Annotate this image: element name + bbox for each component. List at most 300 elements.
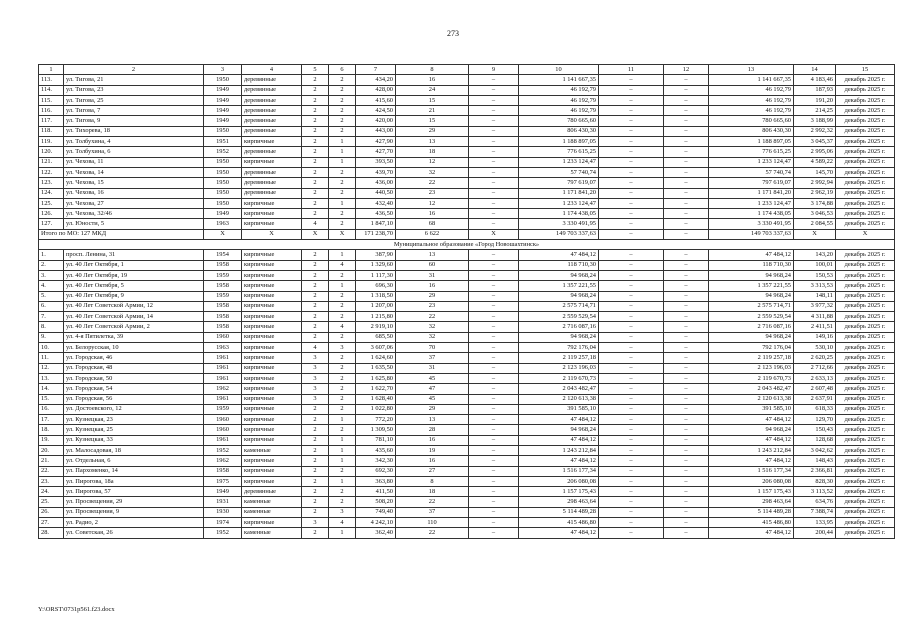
table-cell: 47 484,12 [519, 435, 599, 445]
table-cell: – [469, 116, 519, 126]
table-cell: – [599, 188, 664, 198]
table-cell: – [599, 384, 664, 394]
table-cell: 45 [396, 394, 469, 404]
table-cell: 2 [329, 384, 356, 394]
table-cell: 1 171 841,20 [519, 188, 599, 198]
table-cell: декабрь 2025 г. [836, 126, 895, 136]
table-cell: 2 995,06 [794, 147, 836, 157]
table-cell: 1950 [204, 198, 242, 208]
table-cell: ул. Тигова, 23 [64, 85, 204, 95]
table-cell: 94 968,24 [519, 425, 599, 435]
table-cell: – [469, 466, 519, 476]
table-cell: – [599, 75, 664, 85]
table-cell: 1931 [204, 497, 242, 507]
table-cell: – [599, 394, 664, 404]
table-cell: 1949 [204, 116, 242, 126]
table-cell: декабрь 2025 г. [836, 301, 895, 311]
table-cell: 1 174 438,05 [709, 209, 794, 219]
table-row [39, 415, 895, 425]
table-cell: 148,11 [794, 291, 836, 301]
table-cell: 1 357 221,55 [519, 281, 599, 291]
table-cell: декабрь 2025 г. [836, 167, 895, 177]
table-cell: – [469, 373, 519, 383]
table-cell: 47 484,12 [709, 250, 794, 260]
table-cell: – [469, 219, 519, 229]
table-cell: – [469, 137, 519, 147]
table-row [39, 137, 895, 147]
table-cell: ул. 4-я Пятилетка, 39 [64, 332, 204, 342]
table-cell: – [599, 404, 664, 414]
total-cell: X [242, 229, 302, 239]
table-cell: каменные [242, 528, 302, 538]
table-cell: 1 243 212,84 [709, 445, 794, 455]
table-cell: 1 625,80 [356, 373, 396, 383]
table-cell: 1949 [204, 85, 242, 95]
table-cell: 1 022,80 [356, 404, 396, 414]
table-cell: деревянные [242, 116, 302, 126]
table-cell: – [599, 528, 664, 538]
table-cell: 21 [396, 106, 469, 116]
table-cell: – [664, 95, 709, 105]
table-cell: – [599, 250, 664, 260]
table-cell: ул. 40 Лет Октября, 5 [64, 281, 204, 291]
table-row [39, 219, 895, 229]
total-row [39, 229, 895, 239]
table-cell: 2 620,25 [794, 353, 836, 363]
table-cell: 2 [302, 476, 329, 486]
table-cell: ул. 40 Лет Советской Армии, 2 [64, 322, 204, 332]
table-cell: декабрь 2025 г. [836, 343, 895, 353]
table-cell: – [599, 137, 664, 147]
table-cell: деревянные [242, 126, 302, 136]
table-cell: 18. [39, 425, 64, 435]
table-cell: 1958 [204, 301, 242, 311]
table-cell: – [664, 219, 709, 229]
table-cell: 3 174,88 [794, 198, 836, 208]
table-cell: ул. Советская, 26 [64, 528, 204, 538]
table-cell: 435,60 [356, 445, 396, 455]
column-header: 14 [794, 65, 836, 75]
table-row [39, 476, 895, 486]
table-cell: 150,43 [794, 425, 836, 435]
table-cell: – [599, 507, 664, 517]
table-cell: 1 171 841,20 [709, 188, 794, 198]
table-cell: 47 484,12 [709, 435, 794, 445]
table-cell: 16 [396, 456, 469, 466]
table-cell: 2 119 670,73 [709, 373, 794, 383]
table-cell: – [469, 281, 519, 291]
table-cell: декабрь 2025 г. [836, 353, 895, 363]
table-cell: декабрь 2025 г. [836, 198, 895, 208]
table-cell: просп. Ленина, 31 [64, 250, 204, 260]
table-cell: 2 [302, 116, 329, 126]
total-cell: 149 703 337,63 [519, 229, 599, 239]
table-cell: каменные [242, 497, 302, 507]
table-cell: 780 665,60 [519, 116, 599, 126]
table-cell: 118. [39, 126, 64, 136]
table-cell: деревянные [242, 178, 302, 188]
table-cell: 123. [39, 178, 64, 188]
table-cell: ул. 40 Лет Октября, 9 [64, 291, 204, 301]
table-cell: 1952 [204, 528, 242, 538]
table-cell: 94 968,24 [709, 291, 794, 301]
table-cell: 1949 [204, 487, 242, 497]
table-cell: 94 968,24 [709, 332, 794, 342]
table-cell: кирпичные [242, 415, 302, 425]
table-cell: 145,70 [794, 167, 836, 177]
table-cell: 23 [396, 188, 469, 198]
table-cell: 4 589,22 [794, 157, 836, 167]
table-cell: – [469, 250, 519, 260]
table-cell: 94 968,24 [709, 270, 794, 280]
table-cell: декабрь 2025 г. [836, 312, 895, 322]
total-cell: 149 703 337,63 [709, 229, 794, 239]
table-cell: 2 992,32 [794, 126, 836, 136]
table-cell: 20. [39, 445, 64, 455]
table-row [39, 291, 895, 301]
table-cell: 2 [302, 198, 329, 208]
table-cell: ул. Чехова, 11 [64, 157, 204, 167]
table-cell: 46 192,79 [709, 85, 794, 95]
table-cell: 117. [39, 116, 64, 126]
table-cell: 1 141 667,35 [709, 75, 794, 85]
table-cell: 2 366,81 [794, 466, 836, 476]
table-cell: ул. Городская, 48 [64, 363, 204, 373]
table-cell: 2 [302, 106, 329, 116]
table-cell: 1952 [204, 445, 242, 455]
table-cell: ул. 40 Лет Октября, 1 [64, 260, 204, 270]
table-cell: деревянные [242, 487, 302, 497]
table-cell: 2 [329, 404, 356, 414]
table-cell: деревянные [242, 188, 302, 198]
table-row [39, 116, 895, 126]
table-cell: – [469, 209, 519, 219]
table-cell: 434,20 [356, 75, 396, 85]
table-cell: 2 633,13 [794, 373, 836, 383]
table-cell: – [469, 167, 519, 177]
table-cell: 427,70 [356, 147, 396, 157]
total-cell: – [664, 229, 709, 239]
table-cell: ул. Городская, 46 [64, 353, 204, 363]
total-cell: X [204, 229, 242, 239]
table-cell: 46 192,79 [709, 106, 794, 116]
table-cell: – [664, 85, 709, 95]
table-cell: 1951 [204, 137, 242, 147]
table-cell: 1 628,40 [356, 394, 396, 404]
table-cell: декабрь 2025 г. [836, 116, 895, 126]
table-cell: – [664, 116, 709, 126]
table-cell: декабрь 2025 г. [836, 425, 895, 435]
table-cell: – [469, 353, 519, 363]
table-cell: кирпичные [242, 394, 302, 404]
table-cell: декабрь 2025 г. [836, 373, 895, 383]
table-cell: 1 309,50 [356, 425, 396, 435]
table-cell: 150,53 [794, 270, 836, 280]
table-row [39, 270, 895, 280]
table-cell: – [599, 291, 664, 301]
table-cell: декабрь 2025 г. [836, 147, 895, 157]
table-cell: 1958 [204, 312, 242, 322]
table-cell: 3 188,99 [794, 116, 836, 126]
file-path: Y:\ORST\0731p561.f23.docx [38, 606, 115, 613]
table-cell: – [599, 219, 664, 229]
table-cell: 47 484,12 [709, 456, 794, 466]
table-cell: декабрь 2025 г. [836, 106, 895, 116]
table-cell: ул. Тигова, 7 [64, 106, 204, 116]
table-cell: декабрь 2025 г. [836, 219, 895, 229]
table-cell: 200,44 [794, 528, 836, 538]
table-cell: 60 [396, 260, 469, 270]
column-header: 12 [664, 65, 709, 75]
table-cell: 57 740,74 [709, 167, 794, 177]
table-cell: кирпичные [242, 322, 302, 332]
table-cell: 2 [302, 147, 329, 157]
table-cell: 114. [39, 85, 64, 95]
table-cell: 13. [39, 373, 64, 383]
table-cell: 3 [302, 384, 329, 394]
table-cell: 29 [396, 291, 469, 301]
table-cell: 1958 [204, 466, 242, 476]
table-cell: 22. [39, 466, 64, 476]
table-cell: – [664, 384, 709, 394]
page-number: 273 [447, 29, 459, 38]
table-cell: 415,60 [356, 95, 396, 105]
table-cell: кирпичные [242, 250, 302, 260]
table-row [39, 126, 895, 136]
table-cell: кирпичные [242, 353, 302, 363]
table-cell: 298 463,64 [519, 497, 599, 507]
table-cell: – [599, 425, 664, 435]
table-cell: – [469, 95, 519, 105]
table-cell: 1961 [204, 373, 242, 383]
table-cell: 415 486,80 [519, 518, 599, 528]
table-cell: 110 [396, 518, 469, 528]
table-cell: 1950 [204, 178, 242, 188]
table-cell: 57 740,74 [519, 167, 599, 177]
table-cell: 391 585,10 [709, 404, 794, 414]
table-cell: 115. [39, 95, 64, 105]
table-cell: – [469, 518, 519, 528]
table-cell: 2 [329, 167, 356, 177]
table-cell: 206 080,08 [519, 476, 599, 486]
table-cell: 9. [39, 332, 64, 342]
table-cell: 1960 [204, 332, 242, 342]
table-cell: 792 176,04 [519, 343, 599, 353]
table-cell: 94 968,24 [519, 291, 599, 301]
table-row [39, 322, 895, 332]
table-cell: 206 080,08 [709, 476, 794, 486]
table-cell: – [599, 116, 664, 126]
table-cell: – [469, 75, 519, 85]
table-cell: 1 [329, 157, 356, 167]
table-cell: 2 [302, 137, 329, 147]
table-cell: 22 [396, 312, 469, 322]
table-cell: 530,10 [794, 343, 836, 353]
table-cell: 2 [329, 466, 356, 476]
table-row [39, 497, 895, 507]
table-cell: 2 [302, 281, 329, 291]
table-cell: 18 [396, 487, 469, 497]
table-cell: 776 615,25 [709, 147, 794, 157]
table-cell: 2 [302, 497, 329, 507]
table-cell: кирпичные [242, 291, 302, 301]
table-cell: 2 [302, 270, 329, 280]
table-cell: декабрь 2025 г. [836, 95, 895, 105]
table-cell: 4 [302, 343, 329, 353]
table-cell: 1 [329, 415, 356, 425]
table-cell: декабрь 2025 г. [836, 178, 895, 188]
table-cell: 2 119 257,18 [519, 353, 599, 363]
total-cell: – [599, 229, 664, 239]
table-cell: – [664, 291, 709, 301]
table-cell: – [664, 126, 709, 136]
table-cell: – [599, 353, 664, 363]
table-cell: – [469, 497, 519, 507]
table-cell: 2 716 087,16 [519, 322, 599, 332]
table-cell: 781,10 [356, 435, 396, 445]
table-cell: 2 [302, 507, 329, 517]
table-cell: 3 [329, 507, 356, 517]
table-row [39, 312, 895, 322]
table-cell: 792 176,04 [709, 343, 794, 353]
table-cell: 28 [396, 425, 469, 435]
table-cell: – [664, 425, 709, 435]
table-cell: 1 [329, 435, 356, 445]
table-cell: 3 042,62 [794, 445, 836, 455]
table-cell: – [469, 147, 519, 157]
table-cell: – [599, 435, 664, 445]
table-cell: деревянные [242, 95, 302, 105]
table-cell: 1 [329, 250, 356, 260]
table-cell: 436,00 [356, 178, 396, 188]
table-cell: 15 [396, 116, 469, 126]
table-row [39, 301, 895, 311]
table-cell: 17. [39, 415, 64, 425]
table-cell: 692,30 [356, 466, 396, 476]
table-cell: 4 [329, 518, 356, 528]
table-cell: – [664, 435, 709, 445]
table-cell: – [469, 198, 519, 208]
table-cell: – [469, 445, 519, 455]
table-cell: ул. Кузнецкая, 33 [64, 435, 204, 445]
table-cell: 3 045,37 [794, 137, 836, 147]
table-cell: 2 [329, 106, 356, 116]
table-cell: 2 [302, 425, 329, 435]
table-cell: – [599, 497, 664, 507]
table-cell: 2 [329, 188, 356, 198]
total-cell: X [836, 229, 895, 239]
table-cell: 1 624,60 [356, 353, 396, 363]
table-cell: 125. [39, 198, 64, 208]
table-cell: – [469, 291, 519, 301]
table-cell: 27 [396, 466, 469, 476]
table-cell: 2 [302, 332, 329, 342]
table-cell: каменные [242, 507, 302, 517]
table-cell: 2 123 196,03 [519, 363, 599, 373]
table-row [39, 528, 895, 538]
table-cell: декабрь 2025 г. [836, 394, 895, 404]
table-cell: декабрь 2025 г. [836, 497, 895, 507]
table-cell: 1961 [204, 435, 242, 445]
table-cell: 18 [396, 147, 469, 157]
table-cell: – [469, 260, 519, 270]
table-cell: 391 585,10 [519, 404, 599, 414]
table-cell: деревянные [242, 106, 302, 116]
table-cell: кирпичные [242, 425, 302, 435]
table-row [39, 198, 895, 208]
table-cell: 1950 [204, 126, 242, 136]
table-cell: 2 043 482,47 [519, 384, 599, 394]
table-cell: – [469, 394, 519, 404]
table-cell: 685,50 [356, 332, 396, 342]
table-cell: 2 [329, 363, 356, 373]
table-cell: ул. 40 Лет Советской Армии, 14 [64, 312, 204, 322]
table-cell: – [664, 497, 709, 507]
table-cell: декабрь 2025 г. [836, 404, 895, 414]
table-cell: 94 968,24 [519, 270, 599, 280]
table-cell: декабрь 2025 г. [836, 363, 895, 373]
table-cell: 2 [302, 85, 329, 95]
table-cell: кирпичные [242, 301, 302, 311]
table-cell: – [599, 178, 664, 188]
table-cell: – [469, 476, 519, 486]
table-cell: – [469, 332, 519, 342]
table-cell: деревянные [242, 147, 302, 157]
total-cell: X [302, 229, 329, 239]
table-cell: кирпичные [242, 332, 302, 342]
table-cell: кирпичные [242, 137, 302, 147]
table-row [39, 404, 895, 414]
table-cell: – [599, 415, 664, 425]
table-cell: кирпичные [242, 456, 302, 466]
table-cell: декабрь 2025 г. [836, 476, 895, 486]
table-cell: 1 141 667,35 [519, 75, 599, 85]
table-cell: 45 [396, 373, 469, 383]
table-row [39, 435, 895, 445]
table-cell: декабрь 2025 г. [836, 157, 895, 167]
table-cell: 1 233 124,47 [519, 198, 599, 208]
table-cell: 1959 [204, 270, 242, 280]
table-cell: 2 119 257,18 [709, 353, 794, 363]
table-row [39, 456, 895, 466]
table-cell: декабрь 2025 г. [836, 456, 895, 466]
table-row [39, 363, 895, 373]
column-header: 11 [599, 65, 664, 75]
table-row [39, 106, 895, 116]
table-cell: – [469, 425, 519, 435]
table-cell: кирпичные [242, 270, 302, 280]
table-cell: 2 712,66 [794, 363, 836, 373]
table-cell: 47 484,12 [519, 415, 599, 425]
table-cell: – [664, 322, 709, 332]
table-cell: 2 [329, 95, 356, 105]
table-cell: 2 575 714,71 [519, 301, 599, 311]
table-cell: 2 559 529,54 [519, 312, 599, 322]
table-cell: – [599, 487, 664, 497]
table-cell: 3 330 491,95 [519, 219, 599, 229]
table-cell: кирпичные [242, 518, 302, 528]
table-cell: 1975 [204, 476, 242, 486]
table-cell: – [599, 270, 664, 280]
total-cell: X [469, 229, 519, 239]
table-cell: кирпичные [242, 404, 302, 414]
table-cell: 187,93 [794, 85, 836, 95]
table-cell: ул. Городская, 56 [64, 394, 204, 404]
table-cell: 2 [329, 312, 356, 322]
table-cell: 127. [39, 219, 64, 229]
table-cell: ул. Тигова, 25 [64, 95, 204, 105]
table-cell: 1949 [204, 106, 242, 116]
